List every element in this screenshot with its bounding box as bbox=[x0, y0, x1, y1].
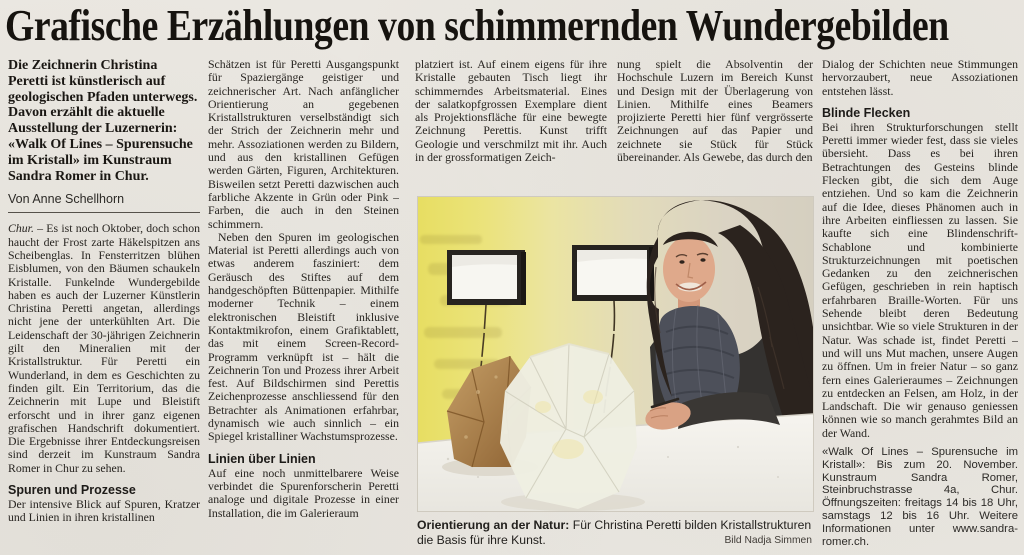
article-column-4 bbox=[617, 58, 813, 196]
paragraph-text: – Es ist noch Oktober, doch schon haucht der Frost zarte Häkelspitzen ans Scheibenglas. In Fensterritzen blühen Eisblumen, von den Bäumen schaukeln Kristalle. Funkelnde Wundergebilde haben es auch der Luzerner Künstlerin Christina Peretti angetan, allerdings nicht jene der unterkühlten Art. Die Leidenschaft der 30-jährigen Zeichnerin gilt den Mineralien mit der Kristallstruktur. Für Peretti ein Wunderland, in dem es Geschichten zu finden gilt. Ein Territorium, das die Zeichnerin mit Lupe und Bleistift erforscht und in ihrer ganz eigenen grafischen Handschrift dokumentiert. Die Ergebnisse ihrer Entdeckungsreisen sind derzeit im Kunstraum Sandra Romer in Chur zu sehen. bbox=[8, 221, 200, 475]
paragraph bbox=[8, 222, 200, 475]
article-headline: Grafische Erzählungen von schimmernden Wundergebilden bbox=[5, 1, 949, 50]
paragraph: Bei ihren Strukturforschungen stellt Peretti immer wieder fest, dass sie vieles übersieht. Dass es bei ihren Betrachtungen des Gesteins blinde Flecken gibt, die sich dem Auge entziehen. Und so kam die Zeichnerin auf die Idee, dieses Phänomen auch in ihre Arbeiten einfliessen zu lassen. Sie kaufte sich eine Blindenschrift-Schablone und kombinierte Strukturzeichnungen mit poetischen Gedanken zu den zeichnerischen Gefügen, geschrieben in rein haptisch erfahrbaren Braille-Worten. Für uns Sehende bleibt deren Bedeutung unsichtbar. Wie so viele Strukturen in der Natur. Was schade ist, findet Peretti – und will uns Mut machen, unsere Augen zu öffnen. Um in freier Natur – so ganz fern eines Galerieraumes – Zeichnungen zu entdecken an Felsen, am Holz, in der Landschaft. Die wir genauso geniessen können wie so manch gerahmtes Bild an der Wand. bbox=[822, 119, 1018, 440]
column-5-text bbox=[822, 58, 1018, 440]
subhead-blinde-flecken: Blinde Flecken bbox=[822, 105, 911, 120]
paragraph: Dialog der Schichten neue Stimmungen hervorzaubert, neue Assoziationen entstehen lässt. bbox=[822, 58, 1018, 98]
photo-illustration bbox=[418, 197, 813, 511]
subhead-linien-ueber-linien: Linien über Linien bbox=[208, 451, 316, 466]
article-column-2 bbox=[208, 58, 399, 552]
woman-face bbox=[663, 236, 715, 302]
dateline: Chur. bbox=[8, 221, 34, 236]
paragraph: nung spielt die Absolventin der Hochschule Luzern im Bereich Kunst und Design mit der Überlagerung von Linien. Mithilfe eines Beamers projizierte Peretti hier fünf vergrösserte Zeichnungen auf das Papier und zeichnete sie Stück für Stück übereinander. Als Gewebe, das durch den bbox=[617, 58, 813, 165]
paragraph: Der intensive Blick auf Spuren, Kratzer und Linien in ihren kristallinen bbox=[8, 497, 200, 525]
photo-caption bbox=[417, 518, 814, 548]
subhead-spuren-und-prozesse: Spuren und Prozesse bbox=[8, 483, 136, 498]
paragraph: Schätzen ist für Peretti Ausgangspunkt für Spaziergänge geistiger und zeichnerischer Art. Nach anfänglicher Orientierung an gegebenen Kristallstrukturen verselbständigt sich der Strich der Zeichnerin mehr und mehr. Assoziationen werden zu Bildern, und aus den kristallinen Gefügen werden Gärten, Figuren, Architekturen. Bisweilen setzt Peretti dazwischen auch farbliche Akzente in Grün oder Pink – Farben, die auch in den Steinen schimmern. bbox=[208, 58, 399, 231]
left-video-screen bbox=[447, 250, 526, 305]
article-column-5 bbox=[822, 58, 1018, 552]
byline: Von Anne Schellhorn bbox=[8, 190, 200, 213]
article-column-1 bbox=[8, 58, 200, 552]
lead-paragraph: Die Zeichnerin Christina Peretti ist künstlerisch auf geologischen Pfaden unterwegs. Davon erzählt die aktuelle Ausstellung der Luzernerin: «Walk Of Lines – Spurensuche im Kristall» im Kunstraum Sandra Romer in Chur. bbox=[8, 58, 198, 184]
exhibition-info-box: «Walk Of Lines – Spurensuche im Kristall»: Bis zum 20. November. Kunstraum Sandra Romer, Steinbruchstrasse 4a, Chur. Öffnungszeiten: freitags 14 bis 18 Uhr, samstags 12 bis 16 Uhr. Weitere Informationen unter www.sandra-romer.ch. bbox=[822, 445, 1018, 549]
article-photo bbox=[417, 196, 814, 512]
photo-credit: Bild Nadja Simmen bbox=[724, 535, 812, 547]
caption-text: Für Christina Peretti bilden Kristallstrukturen die Basis für ihre Kunst. bbox=[417, 518, 812, 548]
caption-lead-in: Orientierung an der Natur: bbox=[417, 518, 570, 532]
right-video-screen bbox=[572, 245, 654, 301]
paragraph: Auf eine noch unmittelbarere Weise verbindet die Spurenforscherin Peretti analoge und digitale Prozesse in einer Installation, die im Galerieraum bbox=[208, 465, 399, 520]
article-column-3 bbox=[415, 58, 607, 196]
paragraph: platziert ist. Auf einem eigens für ihre Kristalle gebauten Tisch liegt ihr schimmerndes Arbeitsmaterial. Eines der salatkopfgrossen Exemplare dient als Projektionsfläche für eine bewegte Zeichnung Perettis. Kunst trifft Geologie und verschmilzt mit ihr. Auch in der grossformatigen Zeich- bbox=[415, 58, 607, 165]
paragraph: Neben den Spuren im geologischen Material ist Peretti allerdings auch von etwas anderem fasziniert: dem Geräusch des Stiftes auf dem handgeschöpften Büttenpapier. Mithilfe moderner Technik – einem elektronischen Bleistift inklusive Kontaktmikrofon, einem Grafiktablett, das mit einem Screen-Record-Programm verknüpft ist – hält die Zeichnerin Ton und Prozess ihrer Arbeit fest. Auf Bildschirmen sind Perettis Zeichenprozesse anschliessend für den Betrachter als Animationen erfahrbar, dynamisch wie auch sinnlich – ein Spiegel kristalliner Wachstumsprozesse. bbox=[208, 229, 399, 444]
